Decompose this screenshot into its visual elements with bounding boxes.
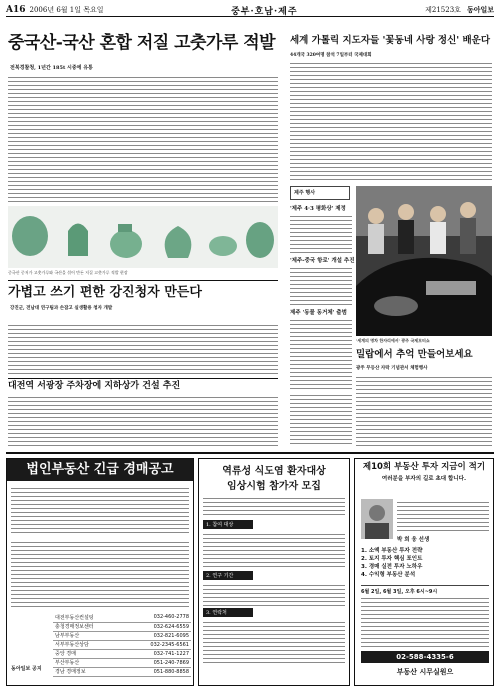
festival-headline: 세계 가톨릭 지도자들 '꽃동네 사랑 정신' 배운다 — [290, 35, 491, 46]
phone-name: 부산부동산 — [53, 658, 122, 667]
wax-kicker: 광주 무등산 자락 기념관서 체험행사 — [356, 366, 428, 371]
ceramics-headline: 가볍고 쓰기 편한 강진청자 만든다 — [8, 285, 202, 300]
seminar-details — [361, 595, 489, 647]
phone-row — [53, 622, 191, 631]
auction-ad-details — [11, 539, 189, 609]
masthead-name: 동아일보 — [466, 5, 494, 14]
speaker-photo — [361, 499, 393, 539]
seminar-topic: 4. 수익형 부동산 분석 — [361, 572, 416, 578]
short-news-box — [290, 186, 350, 200]
phone-row — [53, 667, 191, 676]
clinical-section: 1. 참여 대상 — [203, 520, 253, 529]
page-header — [6, 4, 494, 17]
phone-name: 서부부동산상담 — [53, 640, 122, 649]
ceramics-body-text — [8, 322, 278, 374]
ad-section-divider — [6, 452, 494, 454]
seminar-topic: 2. 토지 투자 핵심 포인트 — [361, 556, 423, 562]
short-news-body — [290, 213, 352, 253]
divider — [8, 280, 278, 281]
lead-headline: 중국산-국산 혼합 저질 고춧가루 적발 — [8, 33, 276, 53]
speaker-name: 박 희 웅 선생 — [397, 537, 430, 543]
short-news-item: '제주 4·3 평화상' 제정 — [290, 206, 346, 212]
auction-ad-logo: 동아일보 공지 — [11, 666, 42, 672]
phone-number[interactable]: 032-741-1227 — [122, 649, 191, 658]
phone-number[interactable]: 032-460-2778 — [122, 613, 191, 622]
real-estate-seminar-ad[interactable] — [354, 458, 494, 686]
auction-ad-title: 법인부동산 긴급 경매공고 — [7, 459, 193, 481]
phone-name: 남부부동산 — [53, 631, 122, 640]
phone-number[interactable]: 032-624-6559 — [122, 622, 191, 631]
clinical-section-body — [203, 619, 345, 663]
seminar-subtitle: 여러분을 부자의 길로 초대 합니다. — [381, 476, 467, 482]
auction-ad-notice — [11, 485, 189, 535]
daejeon-headline: 대전역 서광장 주차장에 지하상가 건설 추진 — [8, 381, 181, 391]
phone-row — [53, 658, 191, 667]
lead-body-text — [8, 74, 278, 204]
phone-name: 중앙 경매 — [53, 649, 122, 658]
phone-number[interactable]: 032-2345-6561 — [122, 640, 191, 649]
festival-body-text — [290, 60, 492, 182]
lead-photo — [8, 206, 278, 268]
speaker-bio — [397, 499, 489, 533]
seminar-organizer: 부동산 시무실원으 — [396, 668, 454, 676]
clinical-trial-ad[interactable] — [198, 458, 350, 686]
publish-date: 2006년 6월 1일 목요일 — [29, 6, 104, 14]
wax-headline: 밀랍에서 추억 만들어보세요 — [356, 349, 473, 360]
bottom-left-body — [290, 392, 352, 446]
phone-row — [53, 631, 191, 640]
seminar-phone[interactable]: 02-588-4335-6 — [361, 651, 489, 663]
short-news-body — [290, 317, 352, 389]
divider — [8, 378, 278, 379]
section-title: 중부·호남·제주 — [231, 6, 298, 17]
phone-row — [53, 649, 191, 658]
festival-kicker: 44개국 320여명 참석 7일부터 국제대회 — [290, 53, 372, 58]
clinical-trial-intro — [203, 495, 345, 517]
issue-number: 제21523호 — [425, 6, 461, 14]
clinical-section-body — [203, 531, 345, 569]
phone-name: 충청경매정보센터 — [53, 622, 122, 631]
phone-row — [53, 613, 191, 622]
short-news-item: '제주-중국 항로' 개설 추진 — [290, 258, 355, 264]
auto-show-photo — [356, 186, 492, 336]
wax-body-text — [356, 374, 492, 446]
auction-ad[interactable] — [6, 458, 194, 686]
phone-number[interactable]: 032-821-6095 — [122, 631, 191, 640]
short-news-item: 제주 '동물 동거체' 출범 — [290, 310, 347, 316]
phone-name: 경남 경매정보 — [53, 667, 122, 676]
seminar-topics — [361, 547, 489, 579]
clinical-trial-title: 역류성 식도염 환자대상 — [222, 466, 326, 477]
ceramics-kicker: 강진군, 전남대 연구팀과 손잡고 실생활용 청자 개발 — [10, 306, 113, 311]
seminar-title: 제10회 부동산 투자 지금이 적기 — [362, 462, 486, 472]
phone-number[interactable]: 051-880-8858 — [122, 667, 191, 676]
phone-name: 대전부동산컨설팅 — [53, 613, 122, 622]
page-number: A16 — [6, 5, 26, 15]
seminar-topic: 1. 소액 부동산 투자 전략 — [361, 548, 423, 554]
auction-phone-table — [53, 613, 191, 677]
auto-show-caption: '세계의 명차 한자리에서' 광주 국제모터쇼 — [356, 338, 430, 343]
short-news-title: 제주 행사 — [294, 190, 316, 196]
seminar-topic: 3. 경매 실전 투자 노하우 — [361, 564, 423, 570]
daejeon-body-text — [8, 394, 278, 446]
clinical-section-body — [203, 582, 345, 606]
lead-photo-caption: 중국산 중저가 고춧가루와 국산을 섞어 만든 저질 고춧가루 적발 현장 — [8, 270, 128, 275]
clinical-section: 3. 연락처 — [203, 608, 253, 617]
clinical-section: 2. 연구 기간 — [203, 571, 253, 580]
phone-row — [53, 640, 191, 649]
clinical-trial-subtitle: 임상시험 참가자 모집 — [227, 481, 321, 492]
seminar-dates: 6월 2일, 6월 3일, 오후 6시~9시 — [361, 585, 489, 595]
short-news-body — [290, 265, 352, 305]
lead-kicker: 전북경찰청, 1년간 185t 시중에 유통 — [10, 65, 93, 71]
phone-number[interactable]: 051-240-7869 — [122, 658, 191, 667]
